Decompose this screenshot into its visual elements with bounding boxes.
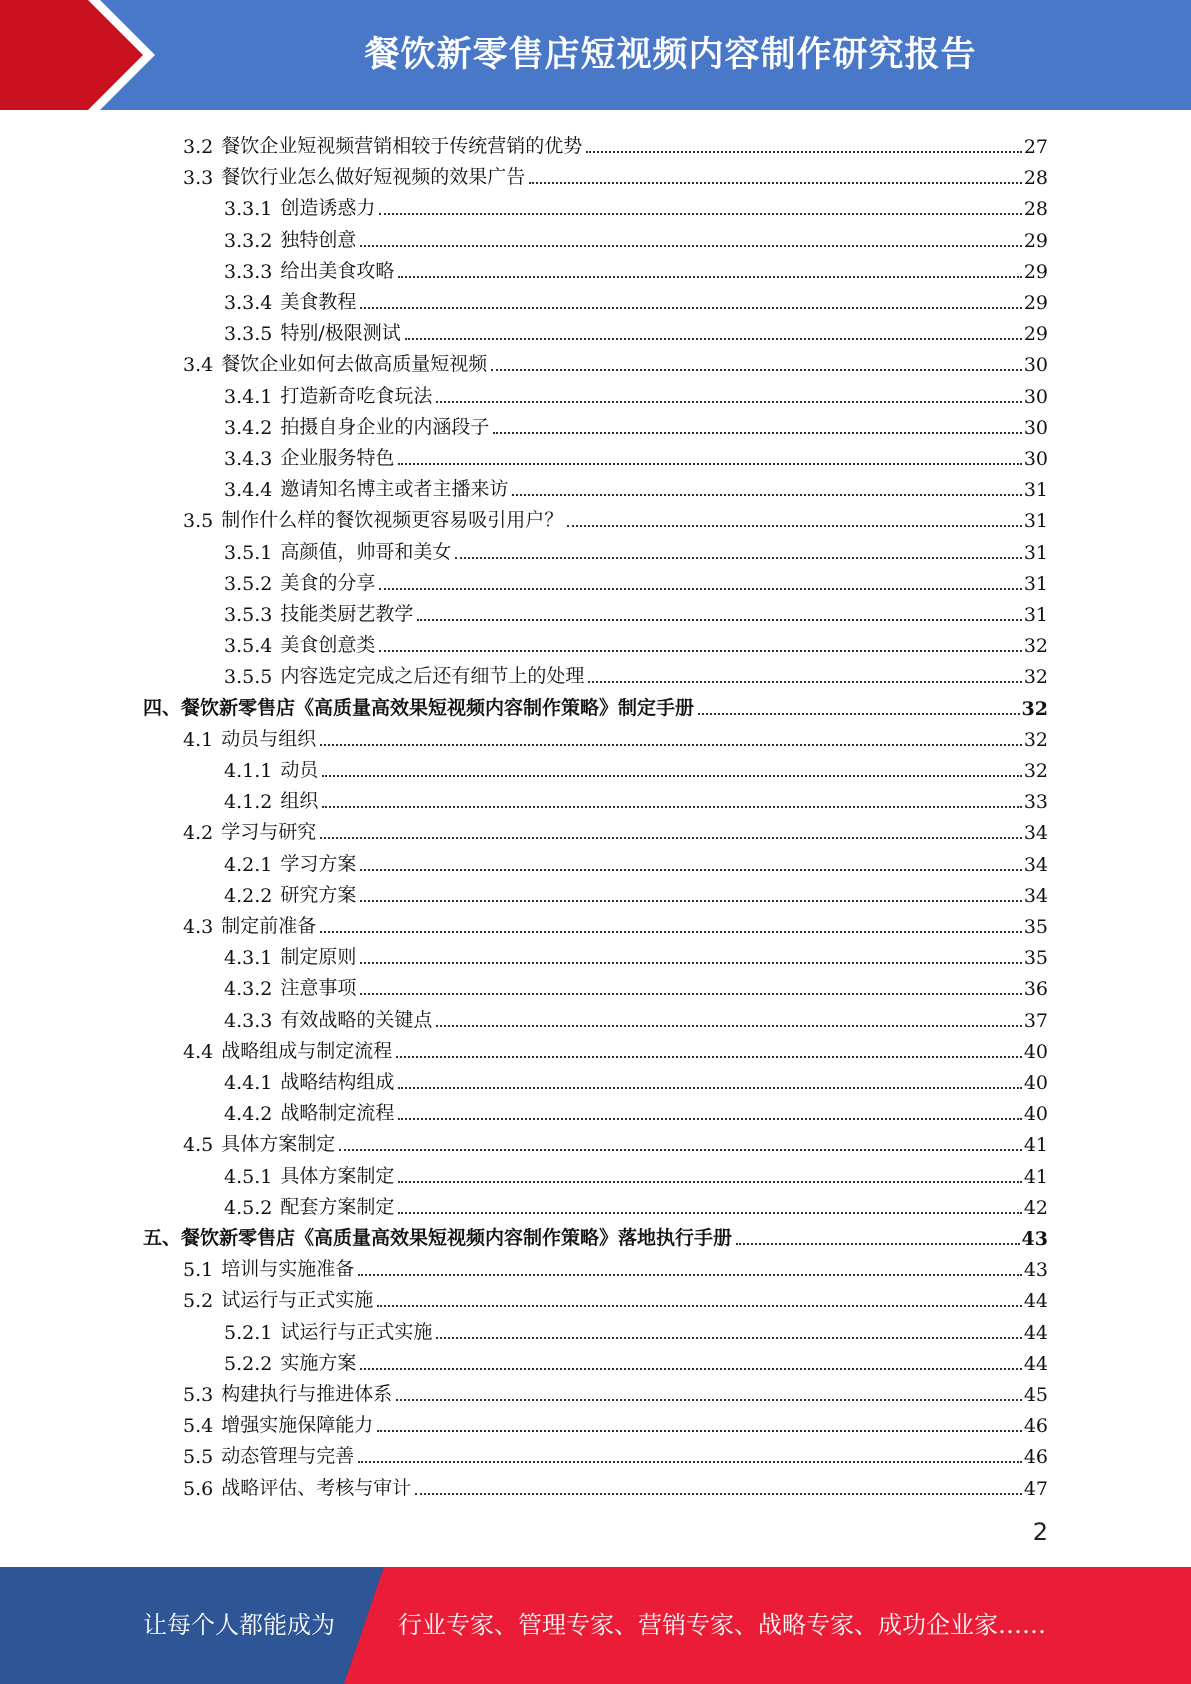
toc-entry-number: 3.2 [183,136,214,158]
toc-dot-leader [339,1149,1022,1151]
toc-dot-leader [586,151,1022,153]
toc-entry-number: 4.5.2 [224,1196,273,1219]
toc-dot-leader [417,619,1021,621]
toc-entry-title: 独特创意 [280,228,357,251]
toc-dot-leader [377,1430,1022,1432]
toc-entry-title: 制作什么样的餐饮视频更容易吸引用户？ [221,509,564,532]
toc-entry-title: 美食创意类 [280,634,376,657]
toc-entry-title: 注意事项 [280,977,357,1000]
toc-entry[interactable] [224,1094,1048,1125]
toc-entry-page: 40 [1023,1103,1048,1126]
toc-entry[interactable] [224,1188,1048,1219]
toc-entry-page: 42 [1023,1196,1048,1219]
toc-entry-page: 31 [1023,479,1048,502]
toc-entry-number: 5.2 [183,1290,214,1313]
toc-entry[interactable] [224,626,1048,657]
toc-entry-page: 27 [1023,136,1048,158]
toc-entry[interactable] [224,377,1048,408]
toc-dot-leader [360,900,1021,902]
toc-entry-title: 美食教程 [280,291,357,313]
toc-entry-title: 试运行与正式实施 [221,1289,374,1312]
toc-entry[interactable] [183,1032,1048,1063]
toc-entry-number: 4.5 [183,1134,214,1157]
toc-entry[interactable] [224,221,1048,252]
toc-dot-leader [360,307,1021,309]
toc-dot-leader [398,1212,1021,1214]
toc-entry-number: 5.4 [183,1415,214,1438]
toc-entry-number: 4.1 [183,728,214,751]
toc-dot-leader [698,713,1020,715]
toc-entry-page: 31 [1023,604,1048,626]
toc-entry-title: 学习方案 [280,852,357,875]
toc-entry-page: 36 [1023,978,1048,1001]
toc-dot-leader [436,401,1021,403]
toc-dot-leader [360,869,1021,871]
toc-entry-number: 3.4.4 [224,479,273,502]
toc-dot-leader [398,463,1021,465]
toc-entry-page: 44 [1023,1321,1048,1344]
toc-entry-page: 32 [1021,697,1048,720]
toc-entry-page: 29 [1023,292,1048,314]
toc-entry-page: 32 [1023,635,1048,658]
toc-entry-number: 4.5.1 [224,1165,273,1188]
toc-dot-leader [377,1305,1022,1307]
toc-entry-title: 企业服务特色 [280,447,395,469]
toc-entry-title: 技能类厨艺教学 [280,603,414,625]
footer-slogan-left: 让每个人都能成为 [143,1611,335,1639]
toc-entry-page: 30 [1023,416,1048,439]
toc-entry-page: 43 [1023,1259,1048,1282]
toc-dot-leader [360,993,1021,995]
toc-entry[interactable] [183,1125,1048,1156]
toc-entry-page: 40 [1023,1072,1048,1094]
toc-entry-number: 3.3.5 [224,323,273,346]
page-header [0,0,1191,110]
toc-dot-leader [398,1118,1021,1120]
toc-entry-page: 31 [1023,541,1048,564]
toc-entry-page: 32 [1023,666,1048,689]
toc-dot-leader [320,931,1022,933]
header-chevron-cut [0,0,10,110]
toc-dot-leader [588,681,1021,683]
toc-entry[interactable] [183,1437,1048,1468]
toc-entry-number: 5.6 [183,1477,214,1500]
toc-entry-page: 35 [1023,947,1048,970]
toc-entry-title: 拍摄自身企业的内涵段子 [280,415,490,438]
toc-entry-title: 有效战略的关键点 [280,1008,433,1031]
toc-entry-title: 创造诱惑力 [280,197,376,220]
toc-entry-title: 餐饮企业短视频营销相较于传统营销的优势 [221,135,583,157]
toc-entry[interactable] [224,564,1048,595]
toc-entry-title: 制定原则 [280,946,357,969]
toc-entry-page: 31 [1023,572,1048,595]
toc-entry-title: 具体方案制定 [221,1133,336,1156]
toc-dot-leader [322,775,1021,777]
toc-entry-number: 4.4.2 [224,1103,273,1126]
toc-entry-title: 研究方案 [280,883,357,906]
toc-entry[interactable] [224,782,1048,813]
toc-entry-number: 3.4.1 [224,385,273,408]
toc-dot-leader [320,837,1022,839]
toc-entry-number: 4.3.1 [224,947,273,970]
toc-entry-title: 餐饮行业怎么做好短视频的效果广告 [221,166,526,189]
toc-entry[interactable] [224,533,1048,564]
toc-entry-number: 3.5.3 [224,604,273,626]
toc-entry[interactable] [183,127,1048,158]
toc-entry-number: 3.3.3 [224,260,273,283]
toc-entry[interactable] [224,969,1048,1000]
toc-dot-leader [398,1087,1021,1089]
toc-dot-leader [455,557,1021,559]
toc-entry-page: 31 [1023,510,1048,533]
toc-entry[interactable] [224,470,1048,501]
toc-dot-leader [436,1337,1021,1339]
toc-entry-title: 试运行与正式实施 [280,1320,433,1343]
toc-entry-number: 5.5 [183,1446,214,1469]
toc-entry-title: 动员 [280,759,319,781]
toc-entry-number: 3.3.2 [224,229,273,252]
toc-dot-leader [358,1461,1022,1463]
toc-dot-leader [379,213,1021,215]
toc-entry-page: 32 [1023,760,1048,782]
toc-entry-page: 46 [1023,1415,1048,1438]
toc-entry-title: 给出美食攻略 [280,259,395,282]
toc-entry-title: 战略制定流程 [280,1102,395,1125]
toc-entry-number: 3.5.2 [224,572,273,595]
toc-dot-leader [360,962,1021,964]
toc-entry-title: 战略组成与制定流程 [221,1039,393,1062]
toc-entry-number: 4.2 [183,822,214,845]
toc-entry-title: 配套方案制定 [280,1195,395,1218]
toc-entry-page: 29 [1023,260,1048,283]
toc-entry[interactable] [224,1157,1048,1188]
toc-entry-number: 3.5.5 [224,666,273,689]
toc-dot-leader [379,650,1021,652]
toc-dot-leader [736,1243,1020,1245]
toc-entry-title: 组织 [280,790,319,813]
toc-entry-page: 30 [1023,448,1048,470]
toc-entry-page: 34 [1023,853,1048,876]
toc-entry-page: 30 [1023,385,1048,408]
toc-entry[interactable] [183,1375,1048,1406]
toc-entry[interactable] [224,845,1048,876]
toc-entry[interactable] [183,813,1048,844]
toc-entry-number: 3.3.1 [224,198,273,221]
toc-dot-leader [398,276,1021,278]
toc-dot-leader [320,744,1022,746]
toc-dot-leader [360,1368,1021,1370]
toc-entry-number: 3.5 [183,510,214,533]
toc-entry-page: 29 [1023,229,1048,252]
toc-entry-number: 3.4 [183,354,214,377]
toc-entry-number: 4.2.2 [224,884,273,907]
toc-entry-title: 增强实施保障能力 [221,1414,374,1437]
toc-entry[interactable] [224,751,1048,782]
toc-entry-page: 41 [1023,1134,1048,1157]
toc-entry-page: 28 [1023,198,1048,221]
toc-entry-page: 34 [1023,884,1048,907]
toc-entry-title: 动态管理与完善 [221,1445,355,1468]
toc-dot-leader [360,245,1021,247]
toc-entry-number: 3.3.4 [224,292,273,314]
toc-entry-page: 41 [1023,1165,1048,1188]
header-chevron-red [0,0,143,110]
toc-dot-leader [436,1025,1021,1027]
toc-entry-title: 培训与实施准备 [221,1258,355,1281]
toc-entry-page: 40 [1023,1040,1048,1063]
toc-entry[interactable] [224,439,1048,470]
toc-entry[interactable] [183,1406,1048,1437]
toc-dot-leader [398,1181,1021,1183]
toc-entry-title: 餐饮新零售店《高质量高效果短视频内容制作策略》落地执行手册 [181,1227,733,1249]
toc-entry-number: 4.2.1 [224,853,273,876]
page-footer [0,1567,1191,1684]
toc-chapter-entry[interactable] [143,1219,1048,1250]
toc-entry-number: 3.5.1 [224,541,273,564]
toc-entry[interactable] [224,408,1048,439]
toc-entry[interactable] [183,720,1048,751]
toc-entry[interactable] [183,345,1048,376]
toc-entry-number: 4.3.3 [224,1009,273,1032]
toc-dot-leader [322,806,1021,808]
toc-entry-number: 3.3 [183,167,214,190]
toc-entry[interactable] [183,501,1048,532]
toc-entry[interactable] [224,938,1048,969]
toc-entry-title: 具体方案制定 [280,1164,395,1187]
toc-entry-page: 44 [1023,1352,1048,1375]
toc-entry-number: 4.4 [183,1040,214,1063]
toc-entry-page: 29 [1023,323,1048,346]
page-number: 2 [1032,1518,1048,1546]
toc-entry-number: 5.1 [183,1259,214,1282]
toc-entry-number: 5.2.1 [224,1321,273,1344]
toc-entry-page: 47 [1023,1477,1048,1500]
toc-dot-leader [491,369,1022,371]
toc-entry-page: 28 [1023,167,1048,190]
toc-entry-page: 32 [1023,728,1048,751]
document-title: 餐饮新零售店短视频内容制作研究报告 [364,35,977,75]
toc-entry-number: 五、 [143,1227,182,1249]
toc-entry-title: 战略结构组成 [280,1071,395,1093]
toc-dot-leader [405,338,1022,340]
toc-entry-title: 实施方案 [280,1351,357,1374]
toc-entry-page: 44 [1023,1290,1048,1313]
toc-dot-leader [512,494,1021,496]
toc-entry-page: 35 [1023,916,1048,938]
toc-entry-number: 4.3.2 [224,978,273,1001]
toc-entry-title: 美食的分享 [280,571,376,594]
toc-entry-title: 动员与组织 [221,727,317,750]
toc-chapter-entry[interactable] [143,689,1048,720]
toc-entry-page: 34 [1023,822,1048,845]
toc-entry[interactable] [224,314,1048,345]
toc-entry-page: 30 [1023,354,1048,377]
toc-entry-title: 特别/极限测试 [280,322,401,345]
toc-entry[interactable] [224,595,1048,626]
toc-entry[interactable] [183,1281,1048,1312]
toc-entry-number: 4.3 [183,916,214,938]
toc-entry[interactable] [183,1250,1048,1281]
toc-entry-title: 学习与研究 [221,821,317,844]
toc-entry-number: 5.2.2 [224,1352,273,1375]
toc-entry-number: 4.4.1 [224,1072,273,1094]
toc-entry-title: 构建执行与推进体系 [221,1383,393,1405]
toc-entry[interactable] [224,1344,1048,1375]
toc-entry-title: 邀请知名博主或者主播来访 [280,478,509,501]
toc-dot-leader [529,182,1022,184]
toc-entry-title: 打造新奇吃食玩法 [280,384,433,407]
toc-dot-leader [396,1056,1022,1058]
toc-entry-title: 餐饮企业如何去做高质量短视频 [221,353,488,376]
toc-entry[interactable] [224,657,1048,688]
toc-entry-number: 4.1.2 [224,791,273,814]
toc-entry-title: 战略评估、考核与审计 [221,1476,412,1499]
toc-entry[interactable] [224,252,1048,283]
toc-entry[interactable] [183,158,1048,189]
toc-entry-title: 高颜值，帅哥和美女 [280,540,452,563]
toc-dot-leader [493,432,1021,434]
toc-entry-number: 5.3 [183,1384,214,1406]
toc-entry-number: 3.4.2 [224,416,273,439]
toc-entry-page: 45 [1023,1384,1048,1406]
toc-entry-number: 四、 [143,696,182,719]
toc-entry[interactable] [224,1313,1048,1344]
toc-entry-title: 制定前准备 [221,915,317,937]
toc-entry[interactable] [224,1063,1048,1094]
toc-entry-page: 46 [1023,1446,1048,1469]
toc-entry[interactable] [224,1001,1048,1032]
toc-entry[interactable] [224,876,1048,907]
toc-entry[interactable] [224,283,1048,314]
toc-dot-leader [415,1493,1022,1495]
toc-entry-page: 37 [1023,1009,1048,1032]
toc-entry-number: 3.5.4 [224,635,273,658]
toc-entry-title: 餐饮新零售店《高质量高效果短视频内容制作策略》制定手册 [181,696,695,719]
toc-dot-leader [358,1274,1022,1276]
toc-entry[interactable] [183,1469,1048,1500]
toc-entry[interactable] [224,189,1048,220]
toc-dot-leader [567,525,1022,527]
toc-dot-leader [396,1399,1022,1401]
toc-entry-page: 43 [1021,1228,1048,1250]
toc-dot-leader [379,588,1021,590]
toc-entry[interactable] [183,907,1048,938]
toc-entry-number: 4.1.1 [224,760,273,782]
toc-entry-title: 内容选定完成之后还有细节上的处理 [280,665,585,688]
footer-slogan-right: 行业专家、管理专家、营销专家、战略专家、成功企业家…… [398,1611,1046,1639]
toc-entry-page: 33 [1023,791,1048,814]
toc-entry-number: 3.4.3 [224,448,273,470]
